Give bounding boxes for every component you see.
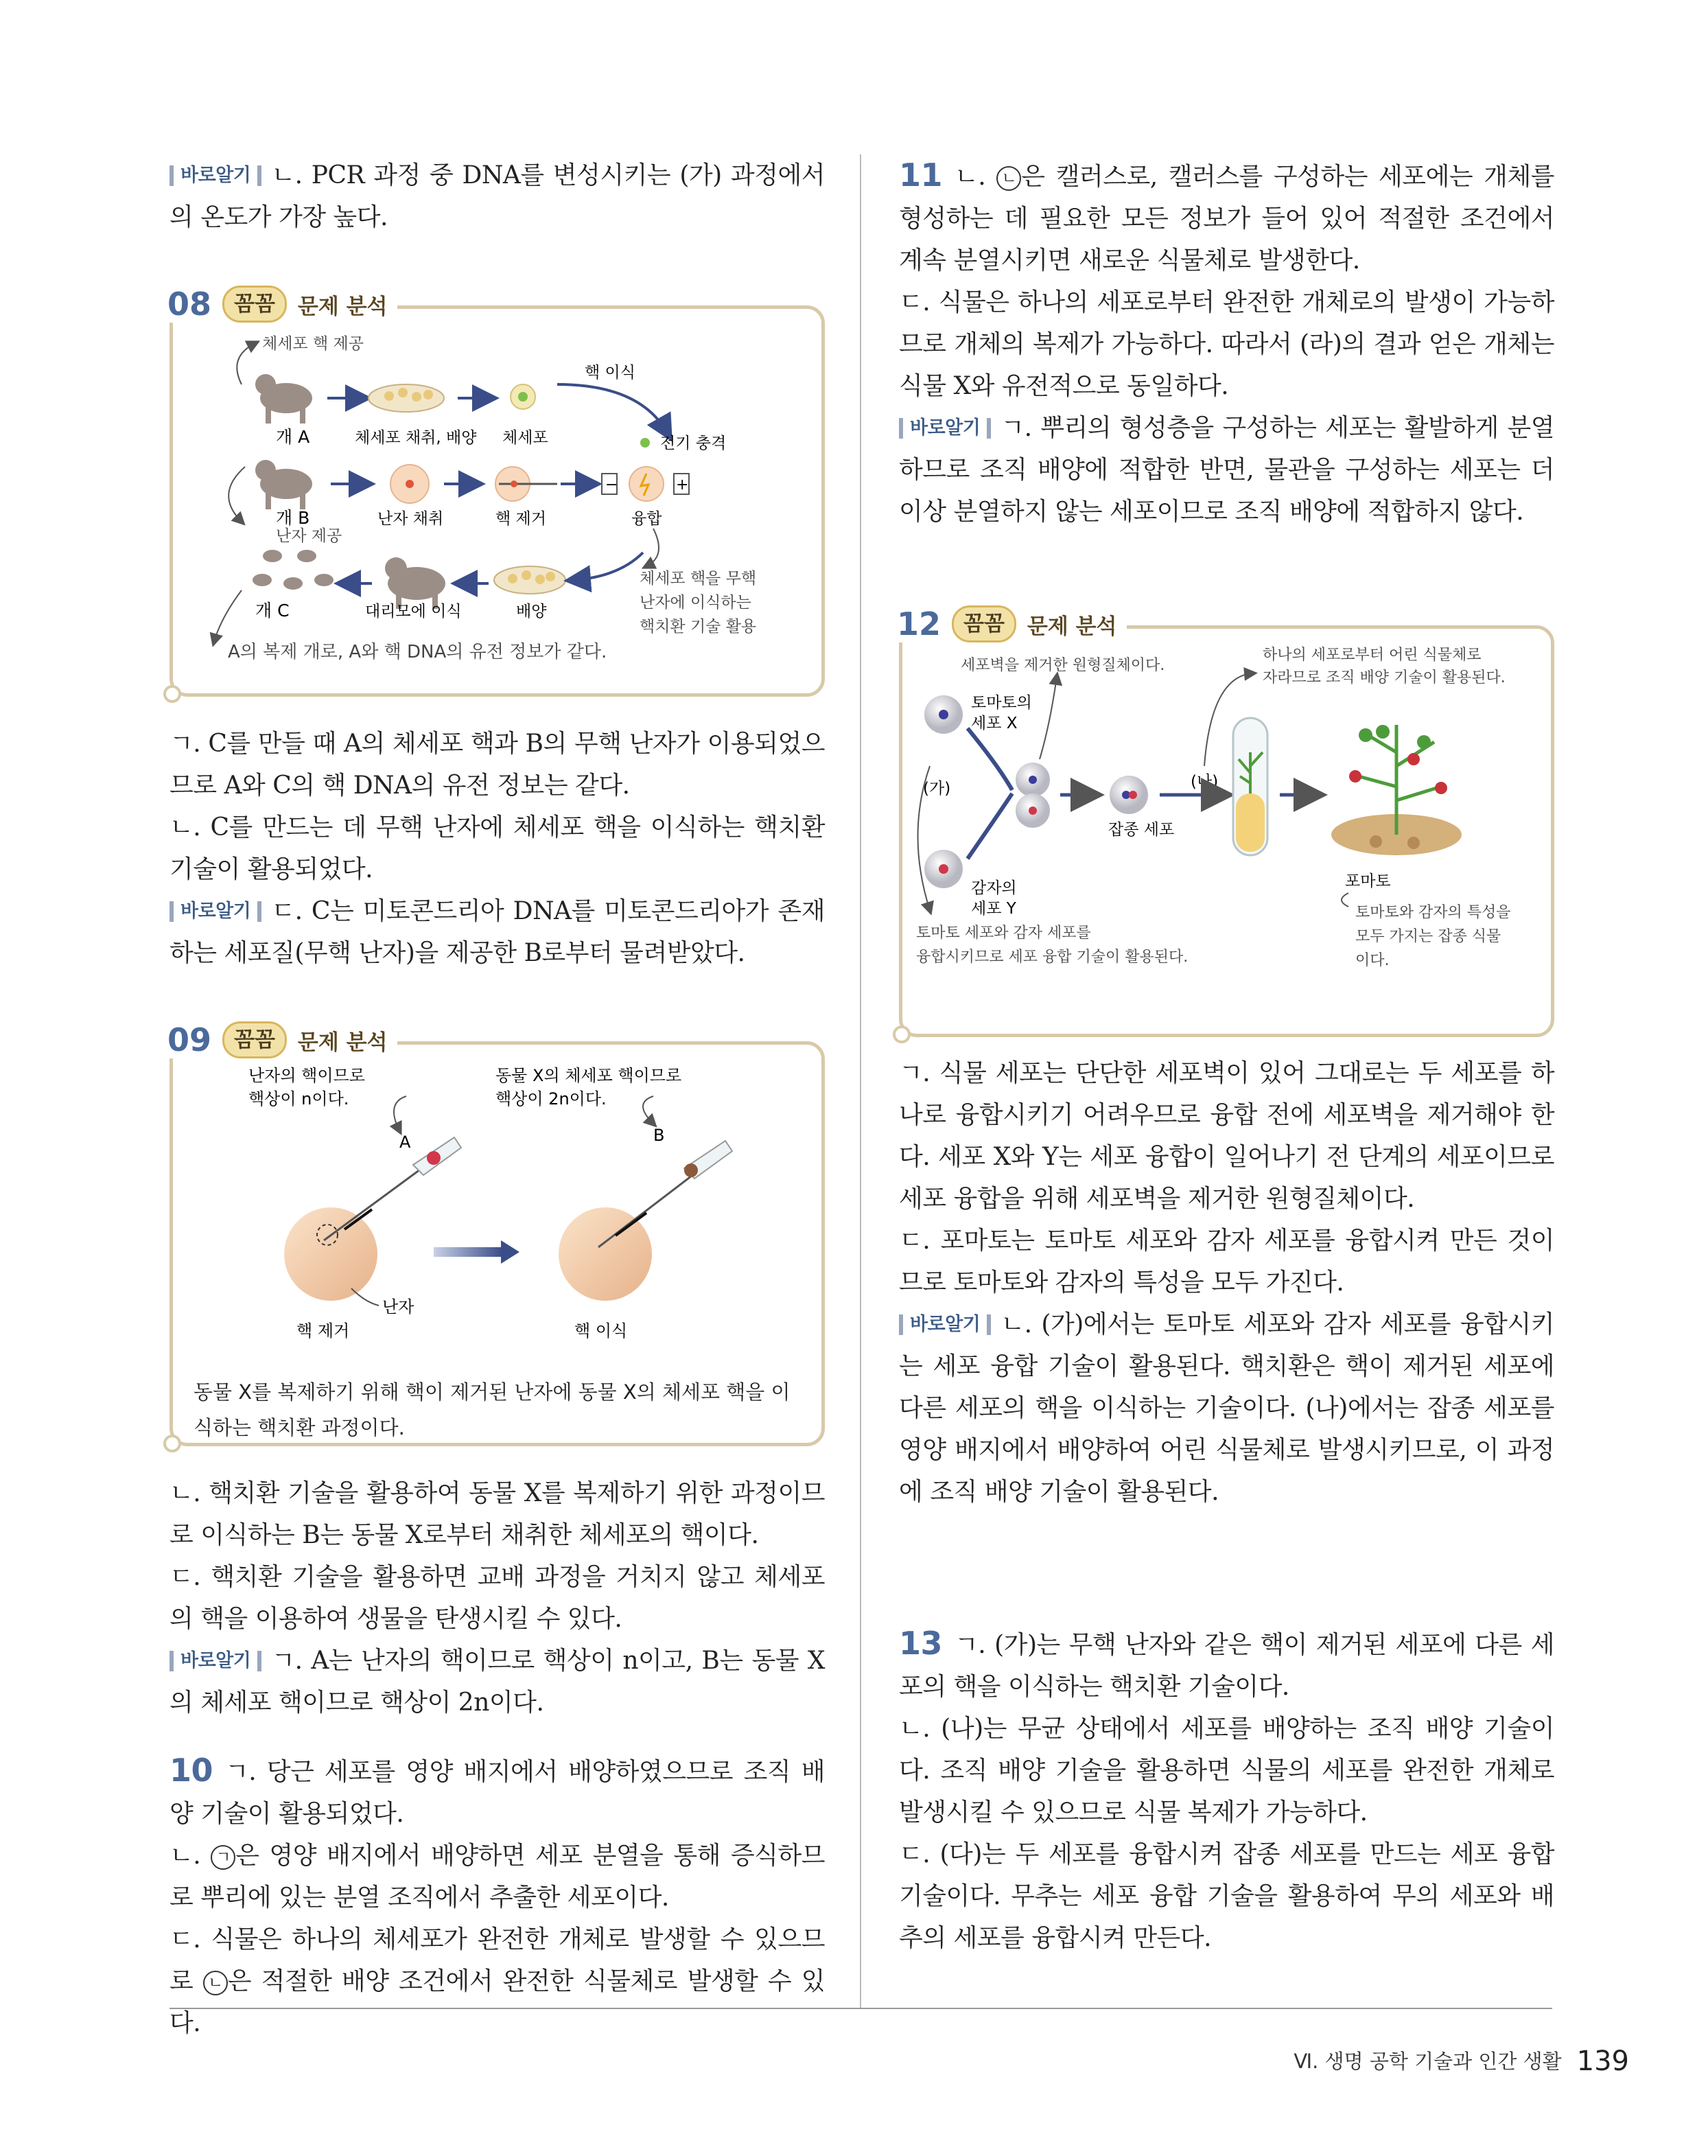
egg-cell-left-icon [284,1137,461,1301]
correction-tag: 바로알기 [169,165,261,186]
pomato-plant-icon [1331,725,1462,855]
label-B: B [653,1126,665,1145]
wall-label: 세포벽을 제거한 원형질체이다. [961,657,1165,674]
egg-provide-label: 난자 제공 [276,527,342,545]
explanation-line: 11 ㄴ. ㄴ 은 캘러스로, 캘러스를 구성하는 세포에는 개체를 형성하는 데 필요한 모든 정보가 들어 있어 적절한 조건에서 계속 분열시키면 새로운 식물체로 발생한다. [899,157,1554,275]
correction-tag: 바로알기 [899,418,991,439]
correction-tag: 바로알기 [899,1314,991,1335]
fusion-label: 융합 [631,510,662,528]
question-number: 09 [167,1021,212,1058]
soma-label: 체세포 [502,429,548,447]
tomato-cell-icon [924,695,963,734]
circled-letter: ㄱ [211,1845,235,1870]
label-b-line2: 핵상이 2n이다. [495,1089,607,1109]
potato-label-1: 감자의 [971,879,1017,897]
soma-cell-icon [511,384,535,409]
explanation-line: 13 ㄱ. (가)는 무핵 난자와 같은 핵이 제거된 세포에 다른 세포의 핵을 이식하는 핵치환 기술이다. [899,1625,1554,1701]
label-a-line1: 난자의 핵이므로 [248,1066,365,1085]
label-remove: 핵 제거 [296,1321,350,1341]
culture-label: 체세포 채취, 배양 [355,429,477,447]
grow-label-1: 하나의 세포로부터 어린 식물체로 [1263,647,1482,664]
analysis-box-08 [167,286,825,697]
analysis-box-12 [897,605,1554,1037]
answer-note: 바로알기 ㄷ. C는 미토콘드리아 DNA를 미토콘드리아가 존재하는 세포질(무핵 난자)을 제공한 B로부터 물려받았다. [169,897,825,967]
box-header [167,1021,397,1058]
note-line-3: 핵치환 기술 활용 [640,618,757,636]
circled-letter: ㄴ [203,1971,228,1995]
explanation-line: ㄷ. 핵치환 기술을 활용하면 교배 과정을 거치지 않고 체세포의 핵을 이용하여 생물을 탄생시킬 수 있다. [169,1563,825,1633]
shock-label: 전기 충격 [660,434,727,452]
box-caption: 동물 X를 복제하기 위해 핵이 제거된 난자에 동물 X의 체세포 핵을 이식하는 핵치환 과정이다. [194,1380,791,1439]
explanation-line: ㄱ. 식물 세포는 단단한 세포벽이 있어 그대로는 두 세포를 하나로 융합시키기 어려우므로 융합 전에 세포벽을 제거해야 한다. 세포 X와 Y는 세포 융합이 일어나기 전 단계의 세포이므로 세포 융합을 위해 세포벽을 제거한 원형질체이다. [899,1059,1554,1213]
soma-provide-label: 체세포 핵 제공 [262,335,364,353]
potato-cell-icon [924,850,963,888]
explanation-line: ㄷ. (다)는 두 세포를 융합시켜 잡종 세포를 만드는 세포 융합 기술이다. 무추는 세포 융합 기술을 활용하여 무의 세포와 배추의 세포를 융합시켜 만든다. [899,1840,1554,1952]
pomato-label: 포마토 [1345,872,1391,890]
nuc-remove-label: 핵 제거 [495,510,546,528]
egg-cell-right-icon [559,1141,732,1301]
question-number: 08 [167,286,212,323]
dog-c-label: 개 C [255,601,290,621]
answer-note: 바로알기 ㄱ. A는 난자의 핵이므로 핵상이 n이고, B는 동물 X의 체세포 핵이므로 핵상이 2n이다. [169,1647,825,1717]
culture-dish-icon [494,566,565,594]
culture2-label: 배양 [516,603,547,621]
explanation-line: ㄷ. 식물은 하나의 세포로부터 완전한 개체로의 발생이 가능하므로 개체의 복제가 가능하다. 따라서 (라)의 결과 얻은 개체는 식물 X와 유전적으로 동일하다. [899,288,1554,400]
left-column [169,154,825,2044]
egg-take-label: 난자 채취 [377,510,444,528]
box-corner-dot [893,1025,911,1043]
explanation-line: ㄷ. 식물은 하나의 체세포가 완전한 개체로 발생할 수 있으므로 ㄴ 은 적절한 배양 조건에서 완전한 식물체로 발생할 수 있다. [169,1925,825,2037]
explanation-line: ㄴ. (나)는 무균 상태에서 세포를 배양하는 조직 배양 기술이다. 조직 배양 기술을 활용하면 식물의 세포를 완전한 개체로 발생시킬 수 있으므로 식물 복제가 가능하다. [899,1715,1554,1827]
nuclear-transfer-diagram [173,1055,818,1350]
label-A: A [399,1133,411,1152]
dog-b-icon [255,460,312,509]
svg-text:+: + [676,476,689,494]
label-egg: 난자 [382,1297,414,1317]
hybrid-label: 잡종 세포 [1108,821,1175,839]
box-title: 문제 분석 [297,294,388,319]
nucleus-dot [640,438,650,448]
question-number: 12 [897,605,941,642]
electrode-icon [602,467,689,501]
answer-note: 바로알기 ㄴ. (가)에서는 토마토 세포와 감자 세포를 융합시키는 세포 융합 기술이 활용된다. 핵치환은 핵이 제거된 세포에 다른 세포의 핵을 이식하는 기술이다. (나)에서는 잡종 세포를 영양 배지에서 배양하여 어린 식물체로 발생시키므로, 이 과정에 조직 배양 기술이 활용된다. [899,1310,1554,1506]
fusing-cells-icon [1016,763,1050,828]
na-label: (나) [1191,773,1219,791]
grow-label-2: 자라므로 조직 배양 기술이 활용된다. [1263,669,1506,686]
column-divider [860,154,861,2008]
label-b-line1: 동물 X의 체세포 핵이므로 [495,1066,682,1085]
pipette-icon [495,467,557,501]
question-number: 10 [169,1752,213,1789]
page-footer [1294,2045,1629,2077]
label-a-line2: 핵상이 n이다. [248,1089,349,1109]
correction-tag: 바로알기 [169,1651,261,1671]
circled-letter: ㄴ [996,166,1021,191]
cloning-diagram [173,316,818,686]
box-title: 문제 분석 [297,1030,388,1055]
answer-note: 바로알기 ㄱ. 뿌리의 형성층을 구성하는 세포는 활발하게 분열하므로 조직 배양에 적합한 반면, 물관을 구성하는 세포는 더 이상 분열하지 않는 세포이므로 조직 배양에 적합하지 않다. [899,414,1554,526]
transfer-arrow-icon [434,1240,519,1264]
explanation-line: ㄴ. ㄱ 은 영양 배지에서 배양하면 세포 분열을 통해 증식하므로 뿌리에 있는 분열 조직에서 추출한 세포이다. [169,1842,825,1912]
kkomkkom-badge: 꼼꼼 [952,605,1016,642]
kkomkkom-badge: 꼼꼼 [222,1021,287,1058]
box-corner-dot [163,685,181,703]
right-column [899,154,1554,1959]
question-number: 11 [899,157,943,194]
tomato-label-1: 토마토의 [971,694,1032,712]
test-tube-icon [1233,718,1267,855]
explanation-line: ㄴ. 핵치환 기술을 활용하여 동물 X를 복제하기 위한 과정이므로 이식하는 B는 동물 X로부터 채취한 체세포의 핵이다. [169,1479,825,1549]
note-line-1: 체세포 핵을 무핵 [640,570,757,588]
ga-label: (가) [923,780,951,798]
correction-tag: 바로알기 [169,901,261,922]
nuc-transfer-label: 핵 이식 [585,364,635,382]
label-transfer: 핵 이식 [574,1321,628,1341]
note-line-2: 난자에 이식하는 [640,594,751,612]
pomato-desc-1: 토마토와 감자의 특성을 [1355,904,1511,921]
cell-fusion-diagram [902,629,1547,1027]
explanation-line: ㄴ. C를 만드는 데 무핵 난자에 체세포 핵을 이식하는 핵치환 기술이 활용되었다. [169,813,825,883]
dog-a-label: 개 A [276,427,310,447]
box-title: 문제 분석 [1027,614,1117,639]
pomato-desc-3: 이다. [1355,952,1390,969]
pomato-desc-2: 모두 가지는 잡종 식물 [1355,928,1501,945]
potato-label-2: 세포 Y [971,900,1016,918]
explanation-line: ㄷ. 포마토는 토마토 세포와 감자 세포를 융합시켜 만든 것이므로 토마토와 감자의 특성을 모두 가진다. [899,1227,1554,1297]
kkomkkom-badge: 꼼꼼 [222,286,287,323]
chapter-title: Ⅵ. 생명 공학 기술과 인간 생활 [1294,2050,1562,2073]
answer-note: 바로알기 ㄴ. PCR 과정 중 DNA를 변성시키는 (가) 과정에서의 온도가 가장 높다. [169,161,825,231]
fuse-label-2: 융합시키므로 세포 융합 기술이 활용된다. [916,949,1189,966]
explanation-line: ㄱ. C를 만들 때 A의 체세포 핵과 B의 무핵 난자가 이용되었으므로 A와 C의 핵 DNA의 유전 정보는 같다. [169,730,825,800]
page-number: 139 [1576,2045,1629,2077]
box-summary: A의 복제 개로, A와 핵 DNA의 유전 정보가 같다. [228,642,607,662]
fuse-label-1: 토마토 세포와 감자 세포를 [916,925,1091,942]
surrogate-label: 대리모에 이식 [365,603,462,621]
box-corner-dot [163,1435,181,1452]
surrogate-dog-icon [385,557,445,609]
analysis-box-09 [167,1021,825,1446]
dog-b-label: 개 B [276,508,310,528]
explanation-line: 10 ㄱ. 당근 세포를 영양 배지에서 배양하였으므로 조직 배양 기술이 활용되었다. [169,1752,825,1828]
question-number: 13 [899,1625,943,1662]
petri-dish-icon [368,384,444,412]
dog-c-puppies-icon [253,550,334,590]
dog-a-icon [255,374,312,424]
svg-text:−: − [605,476,618,494]
hybrid-cell-icon [1110,776,1148,814]
tomato-label-2: 세포 X [971,715,1018,732]
egg-cell-icon [390,465,429,503]
